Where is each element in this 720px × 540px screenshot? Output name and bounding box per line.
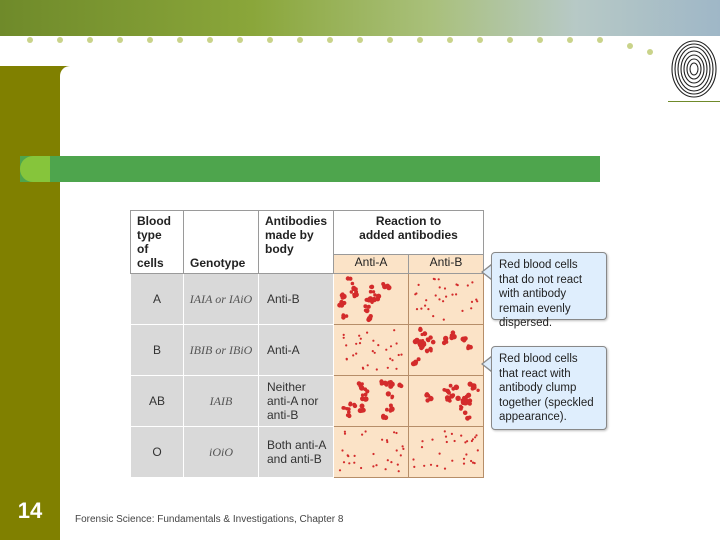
red-cell (388, 384, 393, 389)
red-cell (348, 414, 351, 417)
red-cell (339, 303, 344, 308)
red-cell (467, 344, 470, 347)
header-reaction: Reaction to added antibodies (334, 211, 484, 255)
red-cell (431, 340, 436, 345)
red-cell (349, 402, 353, 406)
red-cell (385, 468, 387, 470)
red-cell (451, 294, 453, 296)
blood-type-cell: AB (131, 376, 184, 427)
red-cell (446, 441, 448, 443)
red-cell (369, 285, 372, 288)
red-cell (431, 439, 433, 441)
red-cell (465, 416, 470, 421)
red-cell (363, 304, 367, 308)
red-cell (345, 314, 349, 318)
header-blood-type: Blood type of cells (131, 211, 184, 274)
fingerprint-icon (668, 36, 720, 102)
red-cell (463, 463, 465, 465)
header-genotype: Genotype (184, 211, 259, 274)
red-cell (461, 310, 463, 312)
red-cell (434, 278, 436, 280)
red-cell (359, 342, 361, 344)
red-cell (374, 352, 376, 354)
red-cell (344, 433, 346, 435)
red-cell (391, 359, 393, 361)
red-cell (354, 455, 356, 457)
red-cell (402, 448, 404, 450)
header-anti-b: Anti-B (409, 255, 484, 274)
red-cell (398, 470, 400, 472)
red-cell (436, 465, 438, 467)
red-cell (445, 436, 447, 438)
red-cell (442, 300, 444, 302)
red-cell (351, 286, 356, 291)
red-cell (390, 461, 392, 463)
red-cell (389, 404, 393, 408)
red-cell (389, 358, 391, 360)
genotype-cell: IAIB (184, 376, 259, 427)
red-cell (360, 467, 362, 469)
red-cell (425, 350, 428, 353)
red-cell (463, 411, 468, 416)
red-cell (361, 408, 366, 413)
red-cell (385, 349, 387, 351)
red-cell (421, 333, 424, 336)
red-cell (444, 389, 447, 392)
table-row (131, 274, 484, 325)
reaction-cell-anti-a (334, 427, 409, 478)
red-cell (451, 394, 455, 398)
red-cell (463, 458, 465, 460)
header-banner (0, 0, 720, 36)
clumped-cells-pattern (409, 325, 483, 375)
reaction-cell-anti-b (409, 325, 484, 376)
callout-reaction: Red blood cells that react with antibody clump together (speckled appearance). (491, 346, 607, 430)
red-cell (419, 346, 424, 351)
red-cell (462, 336, 467, 341)
red-cell (413, 361, 418, 366)
red-cell (372, 465, 374, 467)
red-cell (416, 308, 418, 310)
red-cell (472, 383, 476, 387)
red-cell (418, 284, 420, 286)
red-cell (339, 469, 341, 471)
red-cell (372, 340, 374, 342)
red-cell (421, 440, 423, 442)
decorative-dots (20, 36, 660, 66)
red-cell (445, 296, 447, 298)
red-cell (454, 385, 460, 391)
blood-type-table (130, 210, 484, 478)
red-cell (395, 432, 397, 434)
red-cell (471, 440, 473, 442)
red-cell (354, 292, 359, 297)
red-cell (476, 389, 479, 392)
red-cell (413, 466, 415, 468)
red-cell (377, 344, 379, 346)
reaction-cell-anti-a (334, 274, 409, 325)
red-cell (423, 465, 425, 467)
red-cell (468, 382, 473, 387)
red-cell (351, 282, 355, 286)
red-cell (444, 468, 446, 470)
callout-no-reaction: Red blood cells that do not react with antibody remain evenly dispersed. (491, 252, 607, 320)
clumped-cells-pattern (409, 376, 483, 426)
red-cell (432, 315, 434, 317)
red-cell (360, 404, 365, 409)
red-cell (345, 344, 347, 346)
red-cell (457, 284, 459, 286)
red-cell (366, 298, 370, 302)
dispersed-cells-pattern (409, 427, 483, 477)
red-cell (398, 354, 400, 356)
red-cell (425, 299, 427, 301)
red-cell (393, 329, 395, 331)
dispersed-cells-pattern (334, 325, 408, 375)
red-cell (438, 298, 440, 300)
red-cell (435, 294, 437, 296)
red-cell (421, 446, 423, 448)
red-cell (449, 335, 454, 340)
red-cell (426, 338, 430, 342)
red-cell (361, 434, 363, 436)
red-cell (381, 439, 383, 441)
red-cell (444, 287, 446, 289)
red-cell (477, 449, 479, 451)
red-cell (385, 408, 389, 412)
blood-type-cell: B (131, 325, 184, 376)
red-cell (347, 455, 349, 457)
red-cell (449, 384, 453, 388)
red-cell (438, 278, 440, 280)
red-cell (347, 410, 351, 414)
red-cell (369, 290, 373, 294)
red-cell (367, 305, 371, 309)
red-cell (460, 406, 463, 409)
red-cell (387, 459, 389, 461)
reaction-cell-anti-a (334, 376, 409, 427)
clumped-cells-pattern (334, 376, 408, 426)
red-cell (460, 435, 462, 437)
red-cell (348, 462, 350, 464)
red-cell (366, 332, 368, 334)
red-cell (474, 462, 476, 464)
red-cell (343, 337, 345, 339)
genotype-cell: IBIB or IBiO (184, 325, 259, 376)
red-cell (451, 460, 453, 462)
antibodies-cell: Anti-B (259, 274, 334, 325)
red-cell (474, 436, 476, 438)
reaction-cell-anti-b (409, 376, 484, 427)
sidebar-notch-corner (60, 66, 70, 82)
red-cell (372, 453, 374, 455)
red-cell (364, 309, 367, 312)
red-cell (454, 440, 456, 442)
red-cell (342, 313, 345, 316)
header-rule (668, 101, 720, 102)
red-cell (362, 367, 364, 369)
red-cell (389, 409, 393, 413)
red-cell (390, 345, 392, 347)
red-cell (348, 277, 352, 281)
red-cell (360, 338, 362, 340)
red-cell (467, 284, 469, 286)
antibodies-cell: Anti-A (259, 325, 334, 376)
red-cell (385, 284, 390, 289)
red-cell (393, 431, 395, 433)
red-cell (353, 462, 355, 464)
red-cell (428, 396, 433, 401)
red-cell (417, 357, 421, 361)
red-cell (470, 307, 472, 309)
table-row (131, 376, 484, 427)
red-cell (397, 383, 401, 387)
genotype-cell: IAIA or IAiO (184, 274, 259, 325)
red-cell (397, 464, 399, 466)
red-cell (430, 464, 432, 466)
red-cell (475, 299, 477, 301)
table-row (131, 325, 484, 376)
clumped-cells-pattern (334, 274, 408, 324)
blood-type-cell: O (131, 427, 184, 478)
red-cell (365, 430, 367, 432)
red-cell (344, 431, 346, 433)
red-cell (386, 391, 391, 396)
red-cell (471, 281, 473, 283)
red-cell (355, 343, 357, 345)
red-cell (445, 398, 449, 402)
antibodies-cell: Neither anti-A nor anti-B (259, 376, 334, 427)
red-cell (412, 458, 414, 460)
title-bar (20, 156, 600, 182)
red-cell (444, 430, 446, 432)
red-cell (342, 406, 346, 410)
header-anti-a: Anti-A (334, 255, 409, 274)
red-cell (395, 368, 397, 370)
red-cell (414, 293, 416, 295)
red-cell (439, 453, 441, 455)
red-cell (341, 292, 345, 296)
red-cell (400, 354, 402, 356)
dispersed-cells-pattern (334, 427, 408, 477)
red-cell (343, 461, 345, 463)
red-cell (400, 454, 402, 456)
reaction-cell-anti-a (334, 325, 409, 376)
genotype-cell: iOiO (184, 427, 259, 478)
red-cell (402, 445, 404, 447)
red-cell (364, 393, 368, 397)
red-cell (427, 308, 429, 310)
red-cell (376, 368, 378, 370)
red-cell (381, 282, 385, 286)
slide-number: 14 (17, 498, 43, 523)
red-cell (375, 464, 377, 466)
red-cell (355, 353, 357, 355)
red-cell (418, 328, 423, 333)
header-antibodies: Antibodies made by body (259, 211, 334, 274)
red-cell (475, 434, 477, 436)
red-cell (461, 399, 465, 403)
red-cell (390, 395, 394, 399)
table-row (131, 427, 484, 478)
red-cell (465, 453, 467, 455)
footer-text: Forensic Science: Fundamentals & Investigations, Chapter 8 (75, 514, 344, 525)
red-cell (343, 334, 345, 336)
red-cell (471, 301, 473, 303)
red-cell (464, 441, 466, 443)
red-cell (341, 449, 343, 451)
red-cell (384, 416, 387, 419)
red-cell (445, 340, 448, 343)
red-cell (380, 382, 384, 386)
red-cell (350, 290, 353, 293)
red-cell (361, 393, 364, 396)
red-cell (424, 393, 429, 398)
red-cell (352, 354, 354, 356)
red-cell (429, 349, 432, 352)
red-cell (466, 393, 471, 398)
red-cell (451, 433, 453, 435)
red-cell (470, 460, 472, 462)
red-cell (367, 364, 369, 366)
red-cell (424, 305, 426, 307)
red-cell (341, 296, 345, 300)
red-cell (455, 293, 457, 295)
reaction-cell-anti-b (409, 427, 484, 478)
blood-type-cell: A (131, 274, 184, 325)
red-cell (352, 403, 356, 407)
reaction-cell-anti-b (409, 274, 484, 325)
red-cell (455, 396, 460, 401)
red-cell (369, 315, 372, 318)
red-cell (463, 402, 467, 406)
red-cell (386, 439, 388, 441)
red-cell (420, 308, 422, 310)
red-cell (396, 342, 398, 344)
red-cell (376, 294, 381, 299)
red-cell (396, 449, 398, 451)
red-cell (372, 350, 374, 352)
antibodies-cell: Both anti-A and anti-B (259, 427, 334, 478)
dispersed-cells-pattern (409, 274, 483, 324)
left-sidebar-bar (0, 66, 60, 540)
red-cell (364, 397, 369, 402)
red-cell (439, 286, 441, 288)
red-cell (346, 358, 348, 360)
title-bar-accent (20, 156, 50, 182)
red-cell (387, 367, 389, 369)
red-cell (468, 402, 472, 406)
red-cell (358, 335, 360, 337)
red-cell (443, 319, 445, 321)
